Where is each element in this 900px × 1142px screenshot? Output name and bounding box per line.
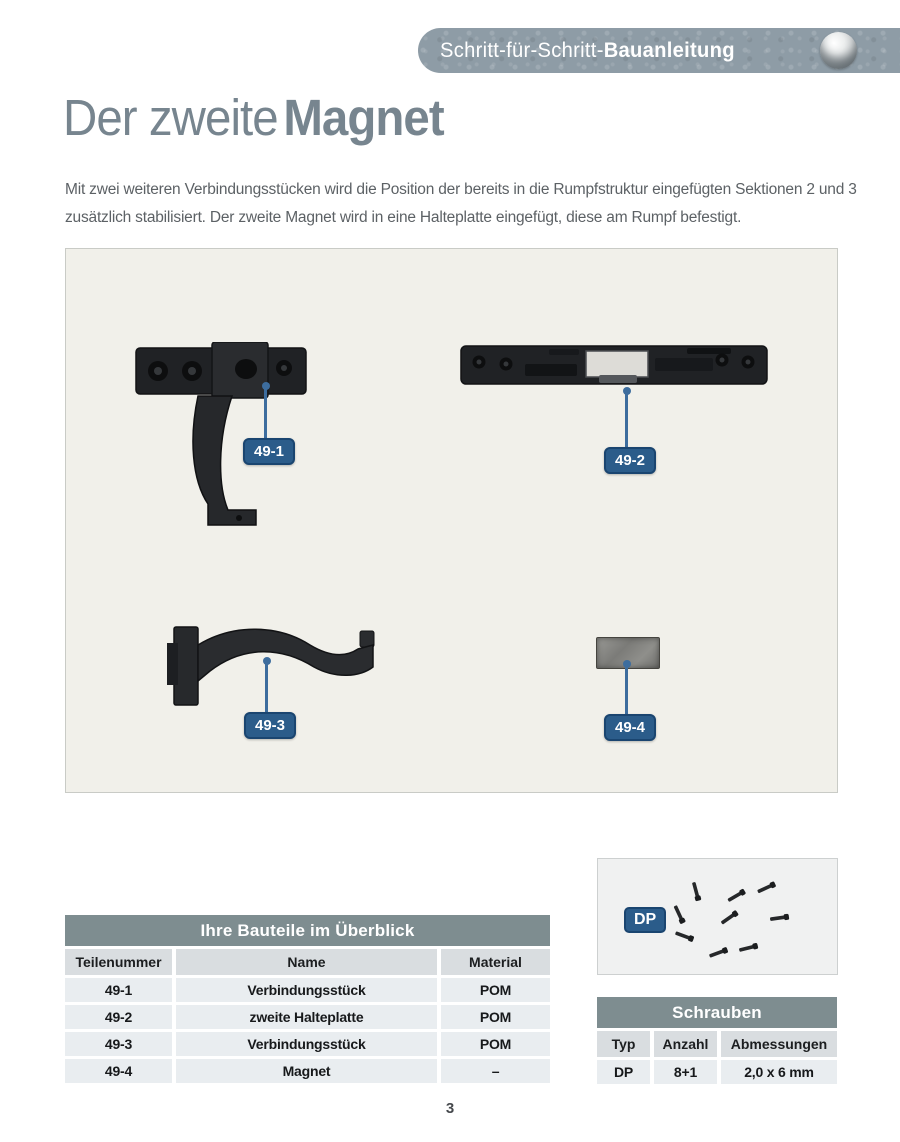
page-title-regular: Der zweite bbox=[63, 89, 278, 146]
table-cell: – bbox=[441, 1059, 550, 1083]
parts-photo-panel bbox=[65, 248, 838, 793]
table-cell: 2,0 x 6 mm bbox=[721, 1060, 837, 1084]
part-label-49-1: 49-1 bbox=[243, 438, 295, 465]
banner-text-bold: Bauanleitung bbox=[603, 38, 735, 62]
leader-line bbox=[625, 392, 628, 449]
parts-col-material: Material bbox=[441, 949, 550, 975]
table-cell: 49-3 bbox=[65, 1032, 172, 1056]
part-49-2-photo bbox=[459, 337, 769, 395]
parts-col-teilenummer: Teilenummer bbox=[65, 949, 172, 975]
page-number: 3 bbox=[445, 1100, 455, 1117]
table-cell: 49-2 bbox=[65, 1005, 172, 1029]
parts-col-name: Name bbox=[176, 949, 437, 975]
screws-col-abmessungen: Abmessungen bbox=[721, 1031, 837, 1057]
table-cell: 8+1 bbox=[654, 1060, 717, 1084]
part-49-3-photo bbox=[164, 619, 379, 719]
screws-table bbox=[597, 997, 837, 1084]
parts-table bbox=[65, 915, 550, 1083]
table-cell: POM bbox=[441, 1005, 550, 1029]
screws-col-anzahl: Anzahl bbox=[654, 1031, 717, 1057]
table-cell: Verbindungsstück bbox=[176, 1032, 437, 1056]
table-cell: Magnet bbox=[176, 1059, 437, 1083]
leader-line bbox=[264, 387, 267, 440]
banner-text bbox=[440, 39, 735, 63]
table-cell: 49-1 bbox=[65, 978, 172, 1002]
header-banner bbox=[418, 28, 900, 73]
table-cell: zweite Halteplatte bbox=[176, 1005, 437, 1029]
banner-text-regular: Schritt-für-Schritt- bbox=[440, 38, 604, 62]
table-cell: Verbindungsstück bbox=[176, 978, 437, 1002]
table-cell: POM bbox=[441, 978, 550, 1002]
leader-line bbox=[625, 665, 628, 716]
screws-col-typ: Typ bbox=[597, 1031, 650, 1057]
page-title bbox=[63, 88, 444, 147]
table-cell: 49-4 bbox=[65, 1059, 172, 1083]
screws-photo-box bbox=[597, 858, 838, 975]
part-label-49-4: 49-4 bbox=[604, 714, 656, 741]
part-label-49-3: 49-3 bbox=[244, 712, 296, 739]
table-cell: POM bbox=[441, 1032, 550, 1056]
screws-type-badge: DP bbox=[624, 907, 666, 933]
intro-paragraph: Mit zwei weiteren Verbindungsstücken wird die Position der bereits in die Rumpfstruktur eingefügten Sektionen 2 und 3 zusätzlich stabilisiert. Der zweite Magnet wird in eine Halteplatte eingefügt, diese am Rumpf befestigt. bbox=[65, 181, 857, 226]
page-title-bold: Magnet bbox=[283, 89, 444, 146]
leader-line bbox=[265, 662, 268, 714]
screws-table-title: Schrauben bbox=[597, 997, 837, 1028]
table-cell: DP bbox=[597, 1060, 650, 1084]
parts-table-title: Ihre Bauteile im Überblick bbox=[65, 915, 550, 946]
sphere-icon bbox=[820, 32, 857, 69]
part-label-49-2: 49-2 bbox=[604, 447, 656, 474]
